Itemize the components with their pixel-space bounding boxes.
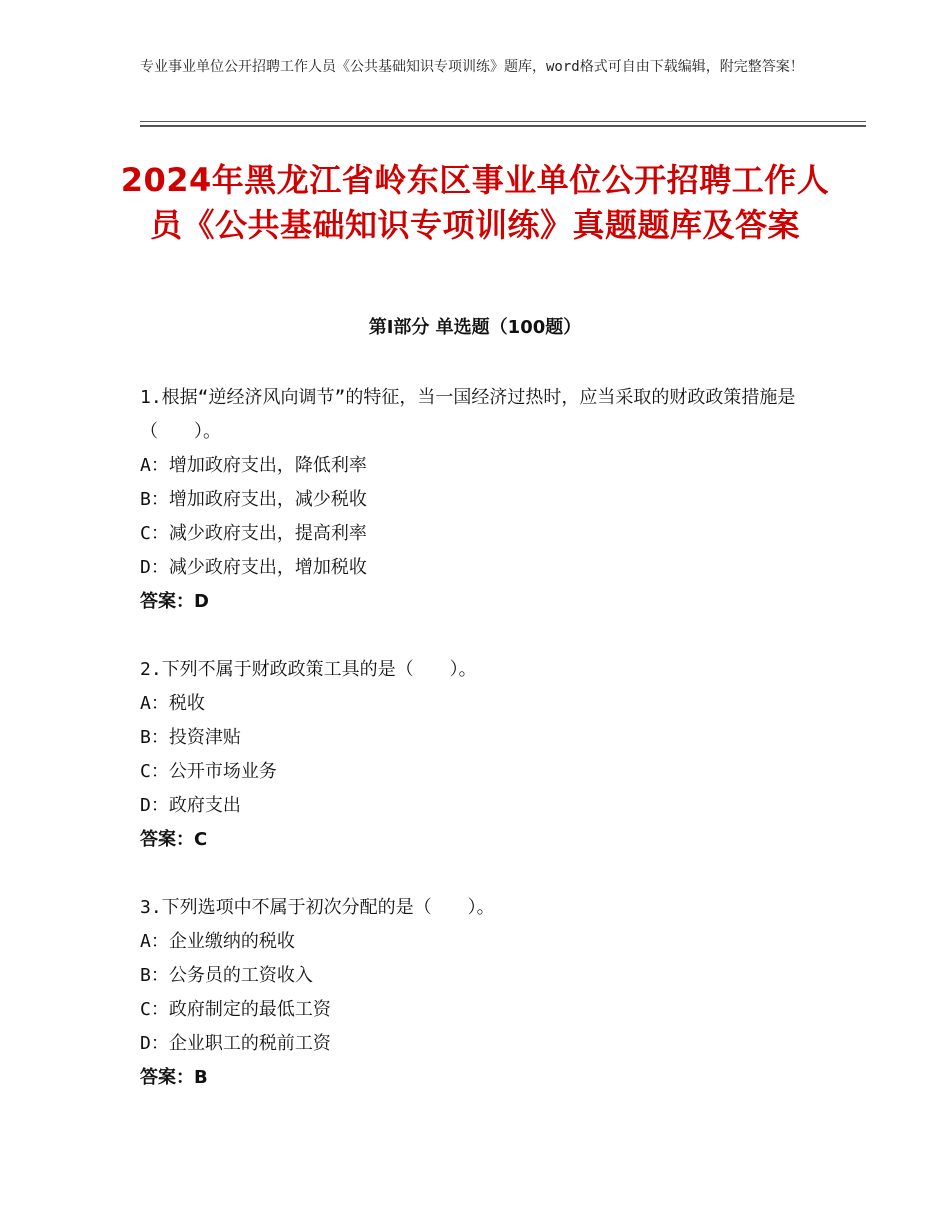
header-divider-thin xyxy=(140,121,866,122)
question-3 xyxy=(140,891,820,1095)
question-stem: 2.下列不属于财政政策工具的是（ ）。 xyxy=(140,659,477,680)
option-d: D：政府支出 xyxy=(140,795,241,816)
header-divider-thick xyxy=(140,125,866,127)
question-stem: 3.下列选项中不属于初次分配的是（ ）。 xyxy=(140,897,495,918)
option-b: B：投资津贴 xyxy=(140,727,241,748)
option-d: D：企业职工的税前工资 xyxy=(140,1033,331,1054)
option-a: A：增加政府支出，降低利率 xyxy=(140,455,367,476)
answer-line: 答案：C xyxy=(140,829,208,850)
question-1 xyxy=(140,381,820,619)
header-note: 专业事业单位公开招聘工作人员《公共基础知识专项训练》题库，word格式可自由下载编辑，附完整答案！ xyxy=(140,59,804,75)
option-c: C：政府制定的最低工资 xyxy=(140,999,331,1020)
option-b: B：增加政府支出，减少税收 xyxy=(140,489,367,510)
document-title: 2024年黑龙江省岭东区事业单位公开招聘工作人员《公共基础知识专项训练》真题题库及答案 xyxy=(120,161,830,244)
option-b: B：公务员的工资收入 xyxy=(140,965,313,986)
option-c: C：公开市场业务 xyxy=(140,761,277,782)
section-title: 第Ⅰ部分 单选题（100题） xyxy=(368,317,582,338)
question-stem: 1.根据“逆经济风向调节”的特征，当一国经济过热时，应当采取的财政政策措施是（ ）。 xyxy=(140,387,796,442)
option-a: A：税收 xyxy=(140,693,205,714)
question-2 xyxy=(140,653,820,857)
option-d: D：减少政府支出，增加税收 xyxy=(140,557,367,578)
answer-line: 答案：D xyxy=(140,591,209,612)
option-c: C：减少政府支出，提高利率 xyxy=(140,523,367,544)
option-a: A：企业缴纳的税收 xyxy=(140,931,295,952)
answer-line: 答案：B xyxy=(140,1067,208,1088)
question-list xyxy=(140,381,820,1129)
